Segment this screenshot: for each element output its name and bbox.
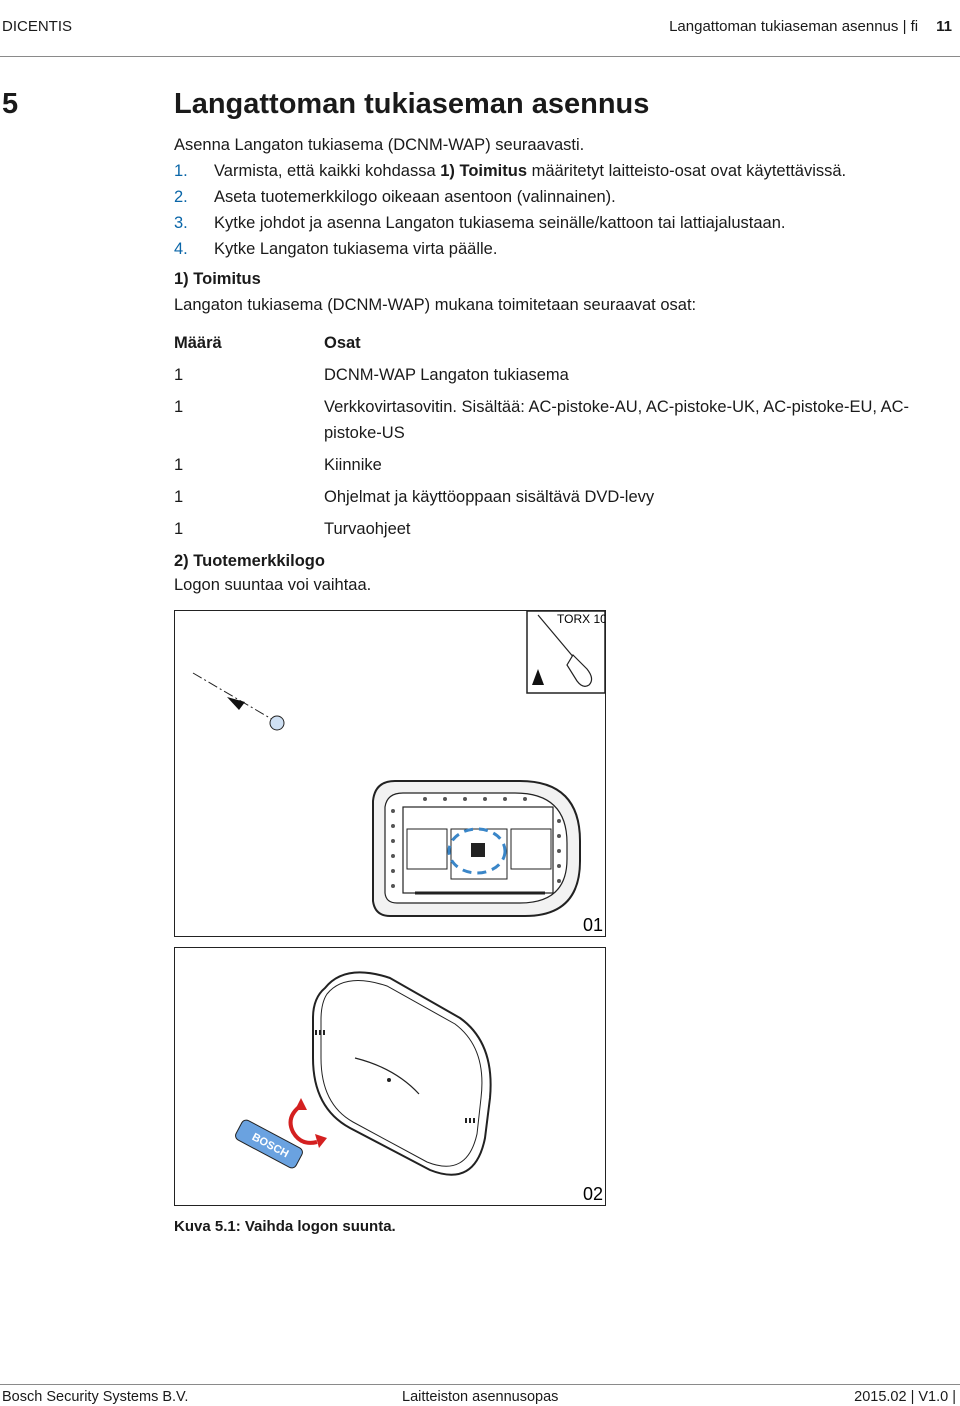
part-cell: Turvaohjeet — [324, 520, 411, 538]
company-name: Bosch Security Systems B.V. — [2, 1389, 189, 1405]
figure-number: 02 — [583, 1184, 604, 1204]
screw-head-icon — [270, 716, 284, 730]
step-text-end: määritetyt laitteisto-osat ovat käytettävissä. — [527, 162, 847, 180]
axis-line — [193, 673, 275, 721]
device-back — [373, 781, 580, 916]
part-cell: DCNM-WAP Langaton tukiasema — [324, 366, 569, 384]
table-row — [174, 484, 954, 516]
logo-rotation-illustration — [175, 948, 605, 1205]
main-content — [174, 132, 954, 596]
figure-02 — [174, 947, 606, 1206]
step-number: 2. — [174, 188, 188, 206]
header-section — [669, 18, 952, 35]
parts-table — [174, 330, 954, 548]
qty-cell: 1 — [174, 398, 184, 416]
step-number: 3. — [174, 214, 188, 232]
logo-badge — [234, 1118, 304, 1169]
rotate-arrow-icon — [291, 1098, 327, 1148]
qty-cell: 1 — [174, 456, 184, 474]
table-row — [174, 516, 954, 548]
step-number: 1. — [174, 162, 188, 180]
table-row — [174, 452, 954, 484]
qty-header: Määrä — [174, 334, 222, 352]
logo-text: Logon suuntaa voi vaihtaa. — [174, 576, 372, 594]
part-cell: Verkkovirtasovitin. Sisältää: AC-pistoke-AU, AC-pistoke-UK, AC-pistoke-EU, AC-pistoke-US — [324, 398, 910, 442]
table-row — [174, 362, 954, 394]
page-header — [0, 0, 960, 57]
step-item — [174, 236, 954, 262]
step-text: Aseta tuotemerkkilogo oikeaan asentoon (valinnainen). — [214, 188, 616, 206]
step-text: Kytke Langaton tukiasema virta päälle. — [214, 240, 498, 258]
figure-caption: Kuva 5.1: Vaihda logon suunta. — [174, 1218, 396, 1235]
logo-heading: 2) Tuotemerkkilogo — [174, 552, 325, 570]
screw-illustration — [175, 611, 605, 936]
document-title: Laitteiston asennusopas — [402, 1389, 559, 1405]
intro-text: Asenna Langaton tukiasema (DCNM-WAP) seuraavasti. — [174, 136, 585, 154]
step-text: Varmista, että kaikki kohdassa — [214, 162, 441, 180]
device-front — [313, 972, 491, 1174]
page-number: 11 — [936, 18, 952, 35]
delivery-text: Langaton tukiasema (DCNM-WAP) mukana toimitetaan seuraavat osat: — [174, 296, 697, 314]
step-item — [174, 184, 954, 210]
step-item — [174, 210, 954, 236]
step-number: 4. — [174, 240, 188, 258]
section-title: Langattoman tukiaseman asennus | fi — [669, 18, 919, 35]
figure-01 — [174, 610, 606, 937]
arrow-icon — [227, 697, 245, 710]
table-row — [174, 394, 954, 452]
qty-cell: 1 — [174, 366, 184, 384]
logo-text: BOSCH — [249, 1131, 291, 1161]
step-reference: 1) Toimitus — [440, 162, 527, 180]
document-version: 2015.02 | V1.0 | — [854, 1389, 956, 1405]
tool-label: TORX 10 — [557, 612, 605, 626]
figure-number: 01 — [583, 915, 604, 935]
part-cell: Kiinnike — [324, 456, 382, 474]
step-list — [174, 158, 954, 262]
table-header-row — [174, 330, 954, 362]
qty-cell: 1 — [174, 488, 184, 506]
step-text: Kytke johdot ja asenna Langaton tukiasema seinälle/kattoon tai lattiajalustaan. — [214, 214, 786, 232]
product-name: DICENTIS — [2, 18, 73, 35]
part-cell: Ohjelmat ja käyttöoppaan sisältävä DVD-levy — [324, 488, 655, 506]
step-item — [174, 158, 954, 184]
chapter-number: 5 — [2, 88, 19, 120]
page-footer — [0, 1384, 960, 1406]
parts-header: Osat — [324, 334, 361, 352]
qty-cell: 1 — [174, 520, 184, 538]
delivery-heading: 1) Toimitus — [174, 270, 261, 288]
chapter-title: Langattoman tukiaseman asennus — [174, 88, 650, 120]
